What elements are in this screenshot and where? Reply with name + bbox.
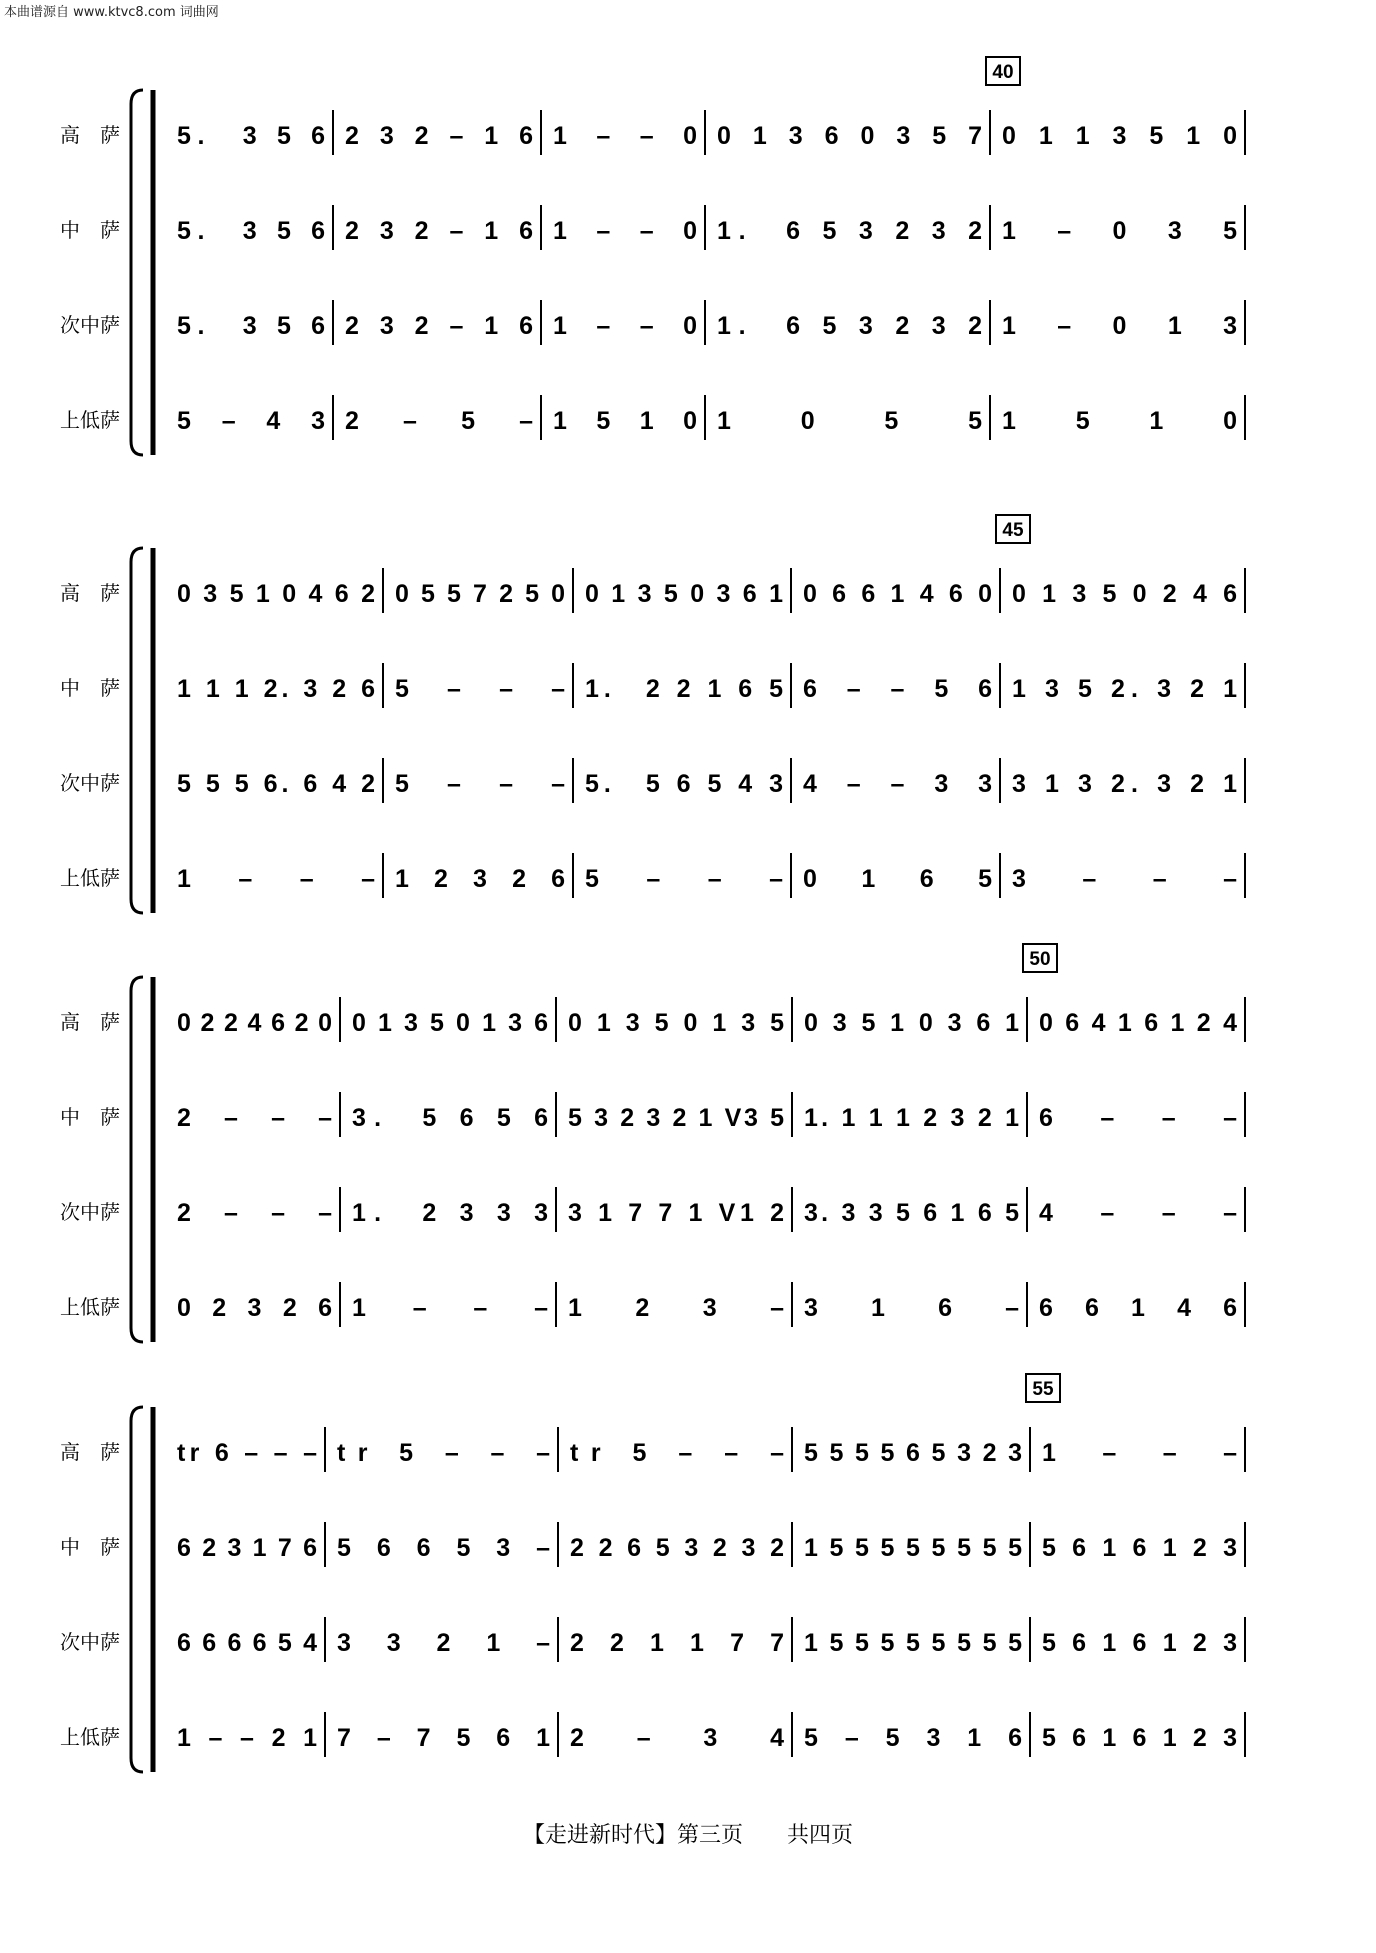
measure-notes: 5 6 1 6 1 2 3 [1042, 1724, 1237, 1752]
measure-notes: 1 2 3 2 6 [395, 865, 565, 893]
part-label: 中 萨 [60, 1105, 120, 1129]
measure-notes: 0 2 2 4 6 2 0 [177, 1009, 332, 1037]
rehearsal-mark-number: 50 [1029, 949, 1051, 970]
measure-notes: 1 – 0 1 3 [1002, 312, 1237, 340]
measure-notes: tr 5 – – – [337, 1439, 550, 1467]
measure-notes: 5 – 4 3 [177, 407, 325, 435]
measure-notes: 1. 1 1 1 2 3 2 1 [804, 1104, 1019, 1132]
measure-notes: 0 1 1 3 5 1 0 [1002, 122, 1237, 150]
measure-notes: 1. 2 3 3 3 [352, 1199, 548, 1227]
measure-notes: 2 – 5 – [345, 407, 533, 435]
measure-notes: 4 – – 3 3 [803, 770, 992, 798]
measure-notes: 5 6 1 6 1 2 3 [1042, 1629, 1237, 1657]
measure-notes: 2 – – – [177, 1104, 332, 1132]
measure-notes: 1. 6 5 3 2 3 2 [717, 312, 982, 340]
part-label: 高 萨 [60, 581, 120, 605]
measure-notes: 1 – – 0 [553, 217, 697, 245]
measure-notes: 1 5 5 5 5 5 5 5 5 [804, 1534, 1022, 1562]
part-label: 次中萨 [60, 1630, 120, 1654]
measure-notes: 1 – – 0 [553, 122, 697, 150]
measure-notes: 1 – – – [1042, 1439, 1237, 1467]
rehearsal-mark-number: 55 [1032, 1379, 1054, 1400]
measure-notes: 1 – – 0 [553, 312, 697, 340]
measure-notes: 3 3 2 1 – [337, 1629, 550, 1657]
measure-notes: 3 – – – [1012, 865, 1237, 893]
measure-notes: 5 5 5 5 6 5 3 2 3 [804, 1439, 1022, 1467]
part-label: 次中萨 [60, 313, 120, 337]
source-watermark-text: 本曲谱源自 www.ktvc8.com 词曲网 [4, 5, 219, 20]
measure-notes: 0 2 3 2 6 [177, 1294, 332, 1322]
measure-notes: 5 6 1 6 1 2 3 [1042, 1534, 1237, 1562]
part-label: 中 萨 [60, 1535, 120, 1559]
measure-notes: 5. 3 5 6 [177, 312, 325, 340]
system-brace [131, 90, 143, 455]
measure-notes: 6 – – 5 6 [803, 675, 992, 703]
measure-notes: 1 2 3 – [568, 1294, 784, 1322]
rehearsal-mark-number: 40 [992, 62, 1014, 83]
measure-notes: 0 1 3 5 0 3 6 1 [585, 580, 783, 608]
measure-notes: 0 3 5 1 0 4 6 2 [177, 580, 375, 608]
measure-notes: 2 – – – [177, 1199, 332, 1227]
system-brace [131, 1407, 143, 1772]
part-label: 高 萨 [60, 1440, 120, 1464]
measure-notes: tr 5 – – – [570, 1439, 784, 1467]
measure-notes: 1 – – – [352, 1294, 548, 1322]
measure-notes: 2 3 2 – 1 6 [345, 217, 533, 245]
measure-notes: 2 2 1 1 7 7 [570, 1629, 784, 1657]
measure-notes: 0 1 3 5 0 1 3 6 [352, 1009, 548, 1037]
measure-notes: 0 1 6 5 [803, 865, 992, 893]
measure-notes: 1 0 5 5 [717, 407, 982, 435]
measure-notes: 1 5 1 0 [553, 407, 697, 435]
measure-notes: 1 – 0 3 5 [1002, 217, 1237, 245]
measure-notes: 5 6 6 5 3 – [337, 1534, 550, 1562]
page-footer: 【走进新时代】第三页 共四页 [522, 1823, 853, 1848]
part-label: 中 萨 [60, 218, 120, 242]
measure-notes: 0 5 5 7 2 5 0 [395, 580, 565, 608]
measure-notes: 4 – – – [1039, 1199, 1237, 1227]
part-label: 高 萨 [60, 123, 120, 147]
measure-notes: 1 1 1 2. 3 2 6 [177, 675, 375, 703]
measure-notes: 6 2 3 1 7 6 [177, 1534, 317, 1562]
measure-notes: 3 1 6 – [804, 1294, 1019, 1322]
measure-notes: 6 – – – [1039, 1104, 1237, 1132]
measure-notes: 5 – – – [395, 770, 565, 798]
system-brace [131, 548, 143, 913]
measure-notes: 5 5 5 6. 6 4 2 [177, 770, 375, 798]
measure-notes: 3 1 7 7 1 V1 2 [568, 1199, 784, 1227]
measure-notes: 2 2 6 5 3 2 3 2 [570, 1534, 784, 1562]
part-label: 上低萨 [60, 408, 120, 432]
measure-notes: 0 6 6 1 4 6 0 [803, 580, 992, 608]
measure-notes: 1 – – 2 1 [177, 1724, 317, 1752]
measure-notes: 1 5 1 0 [1002, 407, 1237, 435]
measure-notes: 0 1 3 5 0 1 3 5 [568, 1009, 784, 1037]
part-label: 上低萨 [60, 1295, 120, 1319]
measure-notes: 7 – 7 5 6 1 [337, 1724, 550, 1752]
measure-notes: 6 6 6 6 5 4 [177, 1629, 317, 1657]
part-label: 中 萨 [60, 676, 120, 700]
measure-notes: 5 – – – [395, 675, 565, 703]
measure-notes: 1 3 5 2. 3 2 1 [1012, 675, 1237, 703]
measure-notes: 2 – 3 4 [570, 1724, 784, 1752]
measure-notes: 1. 2 2 1 6 5 [585, 675, 783, 703]
part-label: 上低萨 [60, 866, 120, 890]
measure-notes: 1 5 5 5 5 5 5 5 5 [804, 1629, 1022, 1657]
measure-notes: 5 – – – [585, 865, 783, 893]
measure-notes: 5. 5 6 5 4 3 [585, 770, 783, 798]
measure-notes: tr 6 – – – [177, 1439, 317, 1467]
rehearsal-mark-number: 45 [1002, 520, 1024, 541]
measure-notes: 2 3 2 – 1 6 [345, 312, 533, 340]
measure-notes: 5 – 5 3 1 6 [804, 1724, 1022, 1752]
measure-notes: 5. 3 5 6 [177, 122, 325, 150]
measure-notes: 5 3 2 3 2 1 V3 5 [568, 1104, 784, 1132]
measure-notes: 1 – – – [177, 865, 375, 893]
measure-notes: 2 3 2 – 1 6 [345, 122, 533, 150]
measure-notes: 0 1 3 5 0 2 4 6 [1012, 580, 1237, 608]
measure-notes: 0 1 3 6 0 3 5 7 [717, 122, 982, 150]
part-label: 次中萨 [60, 771, 120, 795]
part-label: 次中萨 [60, 1200, 120, 1224]
measure-notes: 5. 3 5 6 [177, 217, 325, 245]
measure-notes: 3 1 3 2. 3 2 1 [1012, 770, 1237, 798]
measure-notes: 0 6 4 1 6 1 2 4 [1039, 1009, 1237, 1037]
part-label: 上低萨 [60, 1725, 120, 1749]
part-label: 高 萨 [60, 1010, 120, 1034]
measure-notes: 1. 6 5 3 2 3 2 [717, 217, 982, 245]
measure-notes: 0 3 5 1 0 3 6 1 [804, 1009, 1019, 1037]
measure-notes: 3. 3 3 5 6 1 6 5 [804, 1199, 1019, 1227]
measure-notes: 3. 5 6 5 6 [352, 1104, 548, 1132]
system-brace [131, 977, 143, 1342]
measure-notes: 6 6 1 4 6 [1039, 1294, 1237, 1322]
